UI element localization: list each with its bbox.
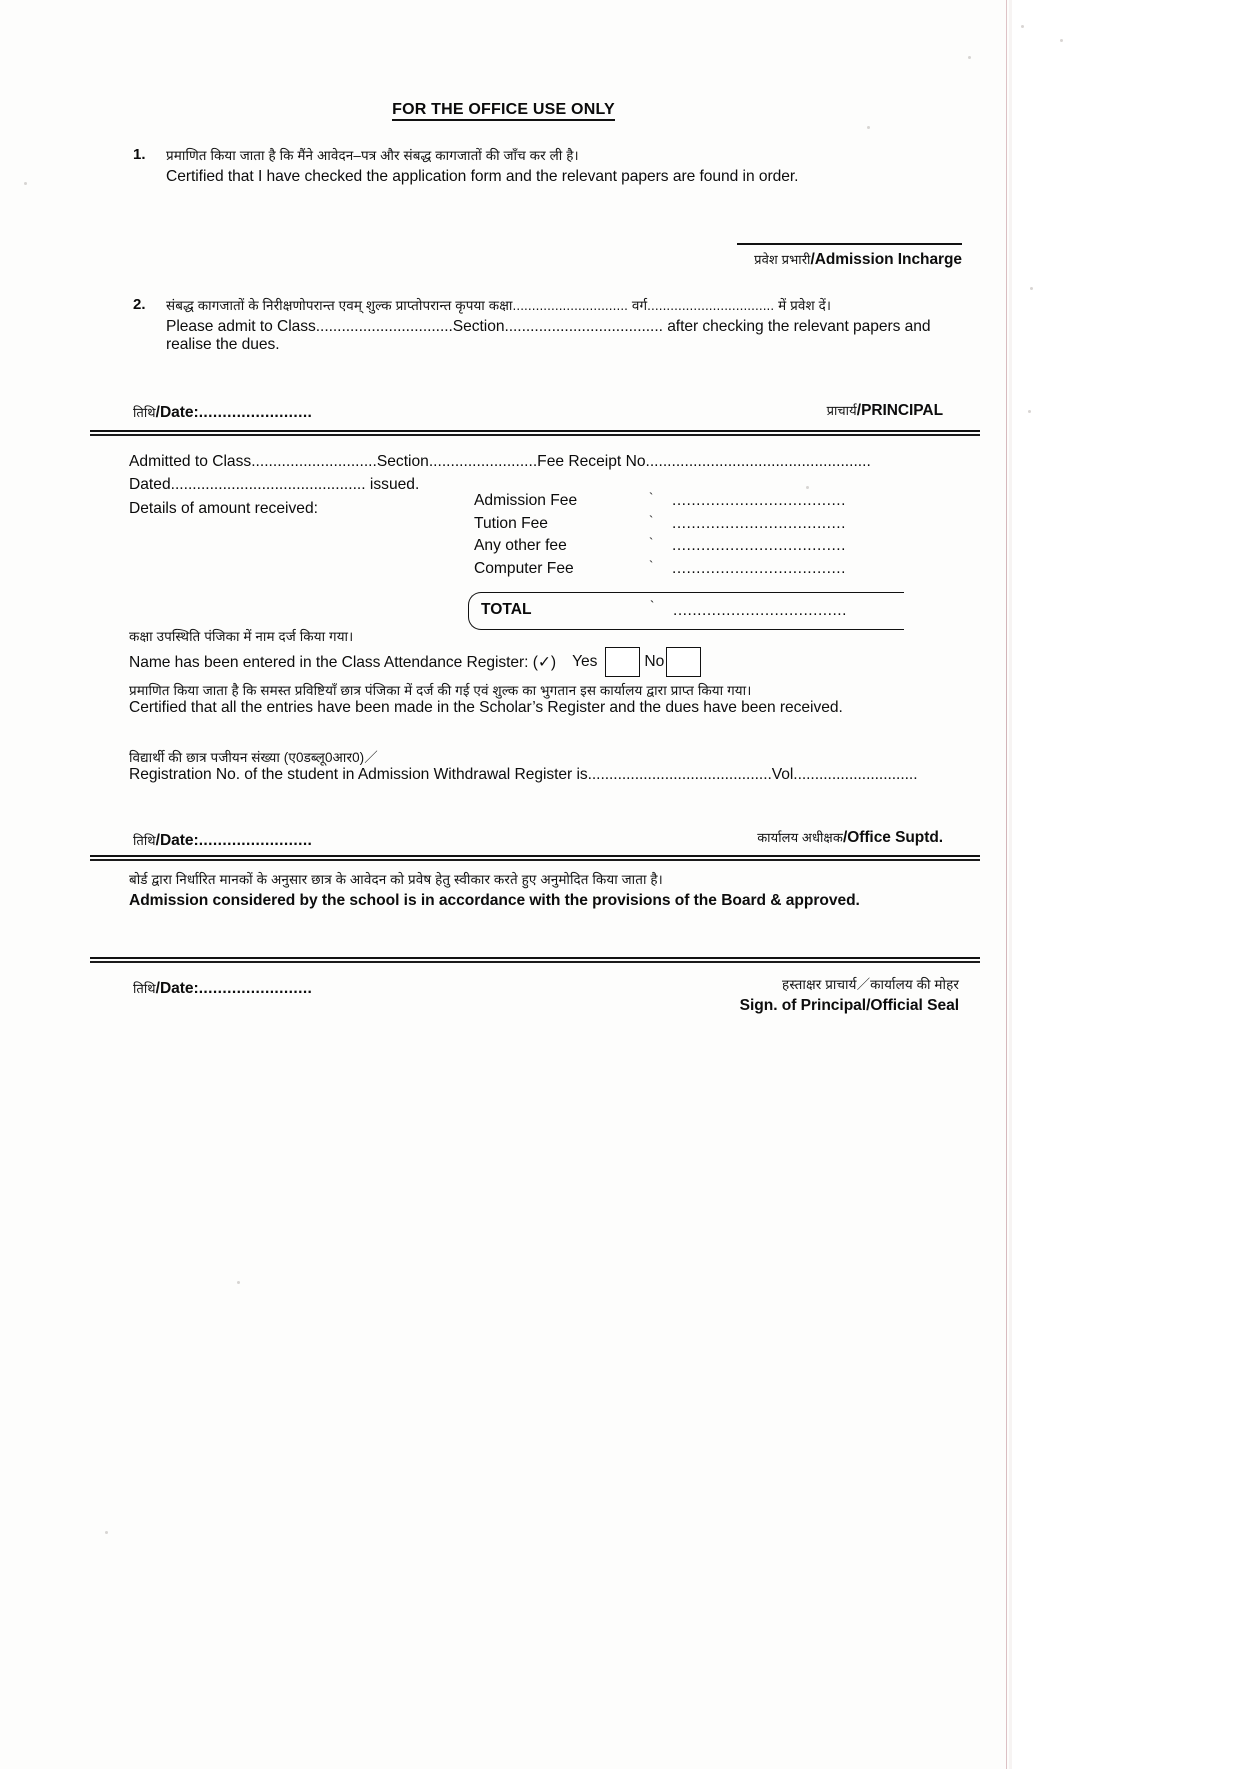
admission-incharge-signature-line — [737, 243, 962, 245]
fee-value-any-other[interactable]: .................................... — [672, 537, 846, 554]
item-2-hindi: संबद्ध कागजातों के निरीक्षणोपरान्त एवम् शुल्क प्राप्तोपरान्त कृपया कक्षा.............................. वर्ग................................. में प्रवेश दें। — [166, 298, 832, 313]
certified-english: Certified that all the entries have been made in the Scholar’s Register and the dues have been received. — [129, 699, 843, 716]
date-field-office[interactable] — [133, 831, 312, 850]
fee-value-admission[interactable]: .................................... — [672, 492, 846, 509]
admission-incharge-label-english: Admission Incharge — [814, 251, 962, 268]
no-checkbox[interactable] — [666, 647, 701, 677]
principal-seal-label — [740, 975, 959, 1017]
fee-label-any-other: Any other fee — [474, 537, 567, 554]
admission-incharge-label — [737, 250, 962, 269]
item-1-body — [166, 146, 798, 186]
item-2-body — [166, 296, 931, 354]
total-label: TOTAL — [481, 601, 532, 618]
rupee-tick-icon: ` — [649, 490, 654, 505]
admission-incharge-label-hindi: प्रवेश प्रभारी — [754, 252, 811, 267]
section-divider-2 — [90, 855, 980, 861]
admission-incharge-separator: / — [810, 251, 815, 268]
section-divider-3 — [90, 957, 980, 963]
item-1-hindi: प्रमाणित किया जाता है कि मैंने आवेदन–पत्र और संबद्ध कागजातों की जाँच कर ली है। — [166, 148, 579, 163]
date-label-english: Date: — [159, 980, 199, 997]
item-2-number: 2. — [133, 296, 146, 313]
fee-label-tuition: Tution Fee — [474, 514, 548, 532]
fee-row-computer — [474, 557, 904, 583]
date-field-principal[interactable] — [133, 979, 312, 998]
paper-edge-shadow — [1009, 0, 1012, 1769]
fee-row-any-other — [474, 537, 904, 560]
page-background — [1012, 0, 1244, 1769]
principal-label-english: PRINCIPAL — [861, 402, 943, 419]
date-separator: / — [155, 404, 160, 421]
fee-value-computer[interactable]: .................................... — [672, 559, 846, 577]
item-2-english-line-2: realise the dues. — [166, 336, 280, 353]
registration-hindi: विद्यार्थी की छात्र पजीयन संख्या (ए0डब्लू0आर0)／ — [129, 750, 378, 765]
date-label-english: Date: — [159, 832, 199, 849]
certified-hindi: प्रमाणित किया जाता है कि समस्त प्रविष्टियाँ छात्र पंजिका में दर्ज की गई एवं शुल्क का भुगतान इस कार्यालय द्वारा प्राप्त किया गया। — [129, 683, 752, 698]
item-1-english: Certified that I have checked the application form and the relevant papers are found in order. — [166, 168, 799, 185]
attendance-register-block — [129, 627, 959, 677]
amount-received-label: Details of amount received: — [129, 499, 318, 517]
total-fee-box — [468, 592, 904, 630]
yes-label: Yes — [572, 653, 598, 670]
principal-label-hindi: प्राचार्य — [826, 403, 857, 418]
date-field-admission[interactable] — [133, 403, 312, 422]
rupee-tick-icon: ` — [649, 512, 654, 528]
date-label-english: Date: — [159, 404, 199, 421]
office-suptd-label-hindi: कार्यालय अधीक्षक — [757, 830, 843, 845]
scan-speck — [1060, 39, 1063, 42]
rupee-tick-icon: ` — [649, 535, 654, 550]
item-2-english-line-1: Please admit to Class................................Section..................................... after checking the relevant papers and — [166, 318, 931, 335]
principal-label — [827, 401, 943, 420]
board-approval-english: Admission considered by the school is in accordance with the provisions of the Board & approved. — [129, 892, 860, 909]
board-approval-hindi: बोर्ड द्वारा निर्धारित मानकों के अनुसार छात्र के आवेदन को प्रवेष हेतु स्वीकार करते हुए अनुमोदित किया जाता है। — [129, 872, 663, 887]
date-label-hindi: तिथि — [133, 981, 156, 996]
scan-speck — [1021, 25, 1024, 28]
fee-label-admission: Admission Fee — [474, 492, 578, 509]
registration-number-block — [129, 746, 999, 784]
office-suptd-separator: / — [842, 829, 848, 846]
yes-checkbox[interactable] — [605, 647, 640, 677]
office-suptd-label — [757, 828, 943, 847]
rupee-tick-icon: ` — [649, 557, 654, 573]
item-1-number: 1. — [133, 146, 146, 163]
principal-seal-english: Sign. of Principal/Official Seal — [739, 996, 959, 1014]
admitted-dated-line[interactable]: Dated............................................. issued. — [129, 476, 420, 494]
fee-value-tuition[interactable]: .................................... — [672, 514, 846, 532]
date-dots: ........................ — [198, 832, 313, 849]
fee-label-computer: Computer Fee — [474, 559, 574, 577]
admitted-class-line[interactable]: Admitted to Class.............................Section.........................Fee Receipt No.................................................... — [129, 453, 871, 470]
scan-speck — [1028, 410, 1031, 413]
date-dots: ........................ — [198, 980, 313, 997]
attendance-hindi: कक्षा उपस्थिति पंजिका में नाम दर्ज किया गया। — [129, 629, 354, 644]
principal-seal-hindi: हस्ताक्षर प्राचार्य／कार्यालय की मोहर — [782, 977, 959, 992]
date-label-hindi: तिथि — [133, 405, 156, 420]
total-value[interactable]: .................................... — [673, 602, 847, 619]
scan-speck — [1030, 287, 1033, 290]
date-separator: / — [155, 832, 160, 849]
date-separator: / — [155, 980, 160, 997]
fee-details-table — [474, 492, 904, 582]
section-divider-1 — [90, 430, 980, 436]
attendance-row — [129, 647, 959, 677]
office-suptd-label-english: Office Suptd. — [847, 829, 943, 846]
scholars-register-certification — [129, 681, 989, 717]
page-title-text: FOR THE OFFICE USE ONLY — [392, 101, 615, 121]
board-approval-block — [129, 870, 989, 910]
date-dots: ........................ — [198, 404, 313, 421]
page-title — [0, 101, 1007, 119]
rupee-tick-icon: ` — [650, 598, 655, 613]
no-label: No — [644, 653, 665, 670]
fee-row-admission — [474, 492, 904, 515]
fee-row-tuition — [474, 512, 904, 538]
attendance-english: Name has been entered in the Class Attendance Register: (✓) — [129, 653, 557, 671]
date-label-hindi: तिथि — [133, 833, 156, 848]
registration-english[interactable]: Registration No. of the student in Admission Withdrawal Register is...........................................Vol............................. — [129, 766, 918, 783]
principal-separator: / — [856, 402, 862, 419]
